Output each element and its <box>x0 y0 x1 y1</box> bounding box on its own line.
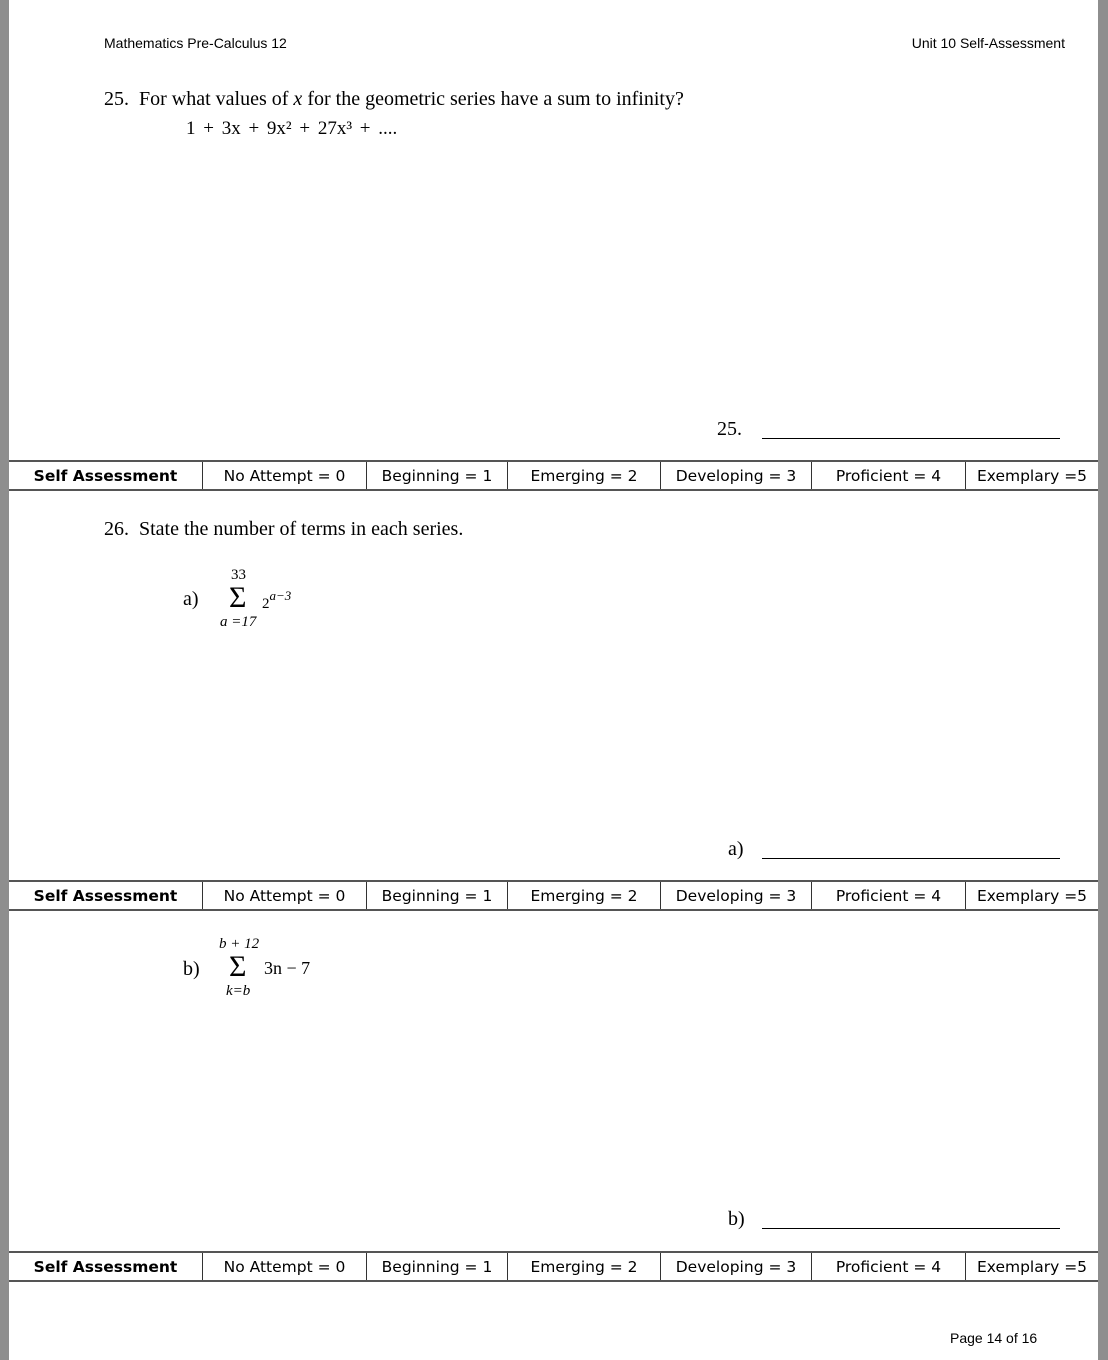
sum-b-term: 3n − 7 <box>264 958 311 978</box>
term-base: 2 <box>262 596 270 612</box>
sa-option-3[interactable]: Developing = 3 <box>661 1252 812 1281</box>
sigma-icon: Σ <box>229 581 247 614</box>
sa-option-4[interactable]: Proficient = 4 <box>812 881 966 910</box>
self-assessment-table-26b <box>9 1251 1098 1282</box>
question-26 <box>104 518 463 541</box>
sa-option-3[interactable]: Developing = 3 <box>661 461 812 490</box>
answer-line-b[interactable] <box>762 1228 1060 1229</box>
sa-option-5[interactable]: Exemplary =5 <box>966 1252 1099 1281</box>
sum-b-upper: b + 12 <box>219 936 260 952</box>
sa-option-1[interactable]: Beginning = 1 <box>367 1252 508 1281</box>
sa-option-0[interactable]: No Attempt = 0 <box>203 461 367 490</box>
self-assessment-table-25 <box>9 460 1098 491</box>
sa-option-2[interactable]: Emerging = 2 <box>508 461 661 490</box>
term-exponent: a−3 <box>269 588 292 603</box>
sa-option-3[interactable]: Developing = 3 <box>661 881 812 910</box>
question-number: 25. <box>104 88 129 110</box>
series-25: 1 + 3x + 9x² + 27x³ + .... <box>186 118 398 139</box>
sigma-icon: Σ <box>229 950 247 983</box>
answer-line-25[interactable] <box>762 438 1060 439</box>
answer-label-a: a) <box>728 838 744 860</box>
question-25 <box>104 88 684 111</box>
sa-title: Self Assessment <box>9 1252 203 1281</box>
right-gutter <box>1098 0 1108 1360</box>
sa-option-5[interactable]: Exemplary =5 <box>966 881 1099 910</box>
sa-option-4[interactable]: Proficient = 4 <box>812 461 966 490</box>
question-text: For what values of <box>139 88 294 110</box>
answer-label-b: b) <box>728 1208 745 1230</box>
question-number: 26. <box>104 518 129 540</box>
answer-label-25: 25. <box>717 418 742 440</box>
part-a-label: a) <box>183 588 199 610</box>
sa-title: Self Assessment <box>9 881 203 910</box>
part-b-label: b) <box>183 958 200 980</box>
question-variable: x <box>293 88 303 110</box>
header-unit: Unit 10 Self-Assessment <box>911 35 1065 51</box>
sa-option-1[interactable]: Beginning = 1 <box>367 881 508 910</box>
sa-option-2[interactable]: Emerging = 2 <box>508 1252 661 1281</box>
answer-line-a[interactable] <box>762 858 1060 859</box>
sum-a-upper: 33 <box>231 567 246 583</box>
sa-option-0[interactable]: No Attempt = 0 <box>203 1252 367 1281</box>
sum-b-lower: k=b <box>226 983 251 999</box>
sa-option-1[interactable]: Beginning = 1 <box>367 461 508 490</box>
header-course: Mathematics Pre-Calculus 12 <box>104 35 287 51</box>
page-number: Page 14 of 16 <box>950 1330 1038 1346</box>
question-text: for the geometric series have a sum to infinity? <box>302 88 684 110</box>
left-gutter <box>0 0 9 1360</box>
self-assessment-table-26a <box>9 880 1098 911</box>
sa-title: Self Assessment <box>9 461 203 490</box>
sa-option-2[interactable]: Emerging = 2 <box>508 881 661 910</box>
sum-a-lower: a =17 <box>220 614 257 630</box>
sa-option-0[interactable]: No Attempt = 0 <box>203 881 367 910</box>
sa-option-4[interactable]: Proficient = 4 <box>812 1252 966 1281</box>
question-text: State the number of terms in each series. <box>139 518 464 540</box>
sa-option-5[interactable]: Exemplary =5 <box>966 461 1099 490</box>
sum-a-term <box>262 590 291 612</box>
